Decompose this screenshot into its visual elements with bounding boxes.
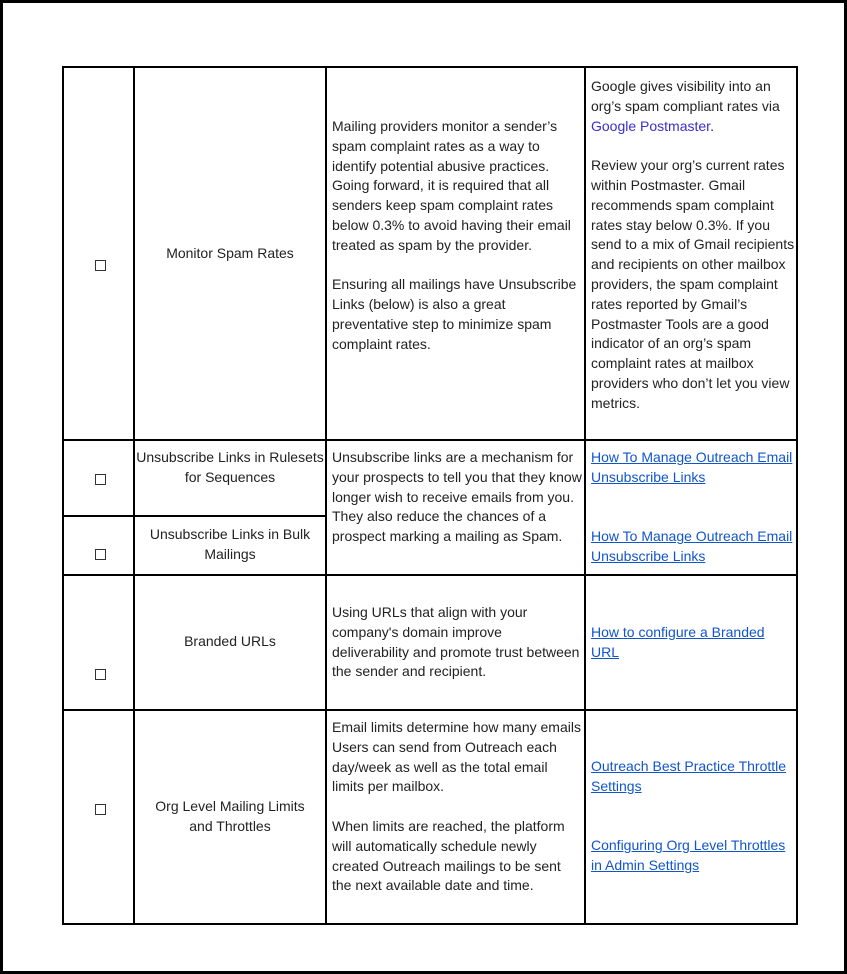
description-cell [332,448,582,547]
resources-cell [591,448,795,488]
task-checkbox-unsubscribe-bulk-mailings[interactable] [95,549,106,560]
task-checkbox-branded-urls[interactable] [95,669,106,680]
resources-cell [591,527,795,567]
unsubscribe-links-doc-link[interactable]: How To Manage Outreach Email Unsubscribe Links [591,449,793,485]
task-label: Monitor Spam Rates [166,244,294,261]
resources-cell [591,836,795,876]
task-cell [135,525,325,565]
description-text: Email limits determine how many emails Users can send from Outreach each day/week as well as the total email limits per mailbox. [332,719,581,795]
resources-text-part: Google gives visibility into an org’s spam compliant rates via [591,78,780,114]
description-text: Ensuring all mailings have Unsubscribe Links (below) is also a great preventative step to minimize spam complaint rates. [332,276,577,352]
resources-text-part: . [710,117,714,134]
description-text: When limits are reached, the platform will automatically schedule newly created Outreach mailings to be sent the next available date and time. [332,817,565,894]
task-label: Branded URLs [184,633,276,650]
task-label: Unsubscribe Links in Rulesets [136,449,324,465]
column-divider [584,68,586,923]
resources-text [591,77,795,136]
resources-cell [591,757,795,797]
branded-url-doc-link[interactable]: How to configure a Branded URL [591,624,765,660]
task-checkbox-monitor-spam-rates[interactable] [95,260,106,271]
description-cell [332,603,582,682]
description-text: Mailing providers monitor a sender’s spam complaint rates as a way to identify potential abusive practices. Going forward, it is required that all senders keep spam complaint rates below 0.3% to avoid having their email treated as spam by the provider. [332,118,571,253]
task-cell [135,448,325,488]
row-divider [64,709,796,711]
task-cell [135,575,325,709]
resources-cell [591,77,795,414]
description-cell [332,718,582,896]
task-checkbox-mailing-limits[interactable] [95,804,106,815]
google-postmaster-link[interactable]: Google Postmaster [591,117,711,134]
row-divider [64,515,327,517]
task-label: for Sequences [184,468,276,485]
description-text: Unsubscribe links are a mechanism for your prospects to tell you that they know longer wish to receive emails from you. They also reduce the chances of a prospect marking a mailing as Spam. [332,449,582,545]
task-cell [135,797,325,837]
throttle-settings-doc-link[interactable]: Outreach Best Practice Throttle Settings [591,758,787,794]
checklist-table [62,66,798,925]
description-text: Using URLs that align with your company's domain improve deliverability and promote trust between the sender and recipient. [332,604,580,680]
task-checkbox-unsubscribe-rulesets[interactable] [95,474,106,485]
resources-text: Review your org’s current rates within Postmaster. Gmail recommends spam complaint rates stay below 0.3%. If you send to a mix of Gmail recipients and recipients on other mailbox providers, the spam complaint rates reported by Gmail’s Postmaster Tools are a good indicator of an org’s spam complaint rates at mailbox providers who don’t let you view metrics. [591,157,795,411]
task-cell [135,68,325,439]
description-cell [332,117,582,355]
org-throttles-doc-link[interactable]: Configuring Org Level Throttles in Admin Settings [591,837,786,873]
task-label: Unsubscribe Links in Bulk Mailings [149,526,311,562]
task-label: Org Level Mailing Limits and Throttles [155,798,305,834]
row-divider [64,439,796,441]
resources-cell [591,623,795,663]
column-divider [325,68,327,923]
unsubscribe-links-doc-link[interactable]: How To Manage Outreach Email Unsubscribe Links [591,528,793,564]
